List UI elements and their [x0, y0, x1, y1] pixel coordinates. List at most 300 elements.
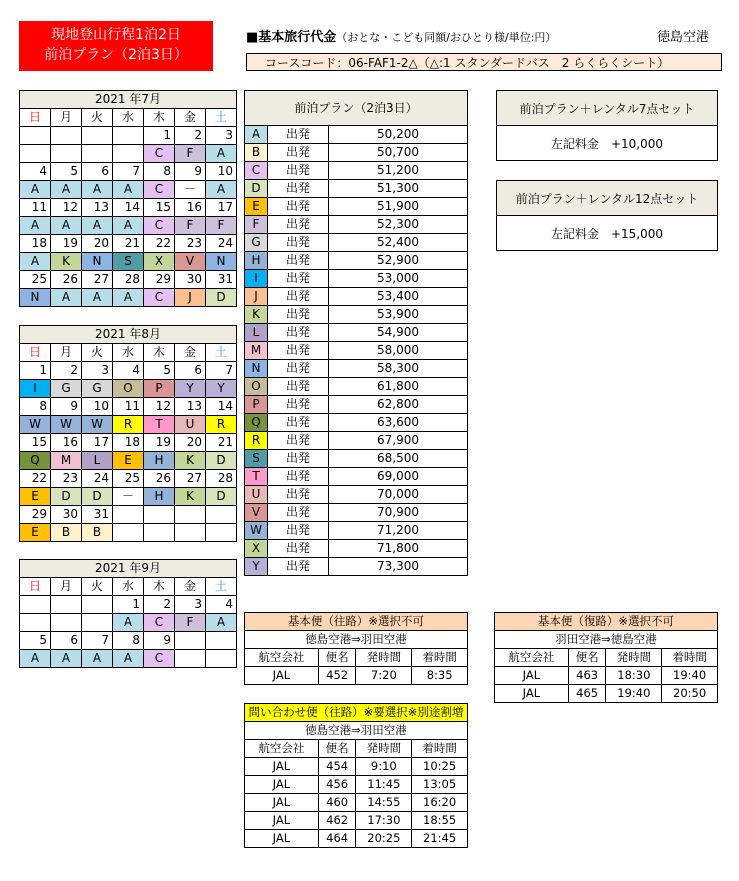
calendar-date: 5: [20, 632, 51, 650]
price-value: 70,000: [329, 486, 468, 504]
price-value: 68,500: [329, 450, 468, 468]
price-table-title: 前泊プラン（2泊3日）: [245, 91, 468, 126]
calendar-date: 21: [206, 434, 237, 452]
calendar-date-row: [20, 235, 237, 253]
price-header-sub: （おとな・こども同額/おひとり様/単位:円）: [336, 31, 557, 44]
calendar-price-code: Y: [206, 380, 237, 398]
price-code: P: [245, 396, 268, 414]
depart-label: 出発: [268, 144, 329, 162]
depart-label: 出発: [268, 522, 329, 540]
flight-row: [245, 794, 468, 812]
calendar-price-code: Q: [20, 452, 51, 470]
price-code: O: [245, 378, 268, 396]
calendar-price-code: B: [51, 524, 82, 542]
price-value: 53,000: [329, 270, 468, 288]
calendar-date: 2: [144, 596, 175, 614]
depart-label: 出発: [268, 504, 329, 522]
calendar-date: 8: [113, 632, 144, 650]
flight-cell: JAL: [245, 830, 319, 848]
price-value: 52,900: [329, 252, 468, 270]
calendar-price-code: W: [82, 416, 113, 434]
calendar-code-row: [20, 217, 237, 235]
flight-route: 羽田空港⇒徳島空港: [495, 631, 718, 649]
calendar-weekday-row: [20, 109, 237, 127]
calendar-month-row: [20, 326, 237, 344]
weekday-label: 土: [206, 109, 237, 127]
flight-row: [245, 830, 468, 848]
flight-row: [245, 667, 468, 685]
calendar-date: [20, 127, 51, 145]
flight-route-row: [245, 631, 468, 649]
price-code: F: [245, 216, 268, 234]
calendar-date: 3: [175, 596, 206, 614]
calendar-price-code: F: [175, 145, 206, 163]
flight-table-title: 基本便（往路）※選択不可: [245, 613, 468, 631]
rental-title: 前泊プラン＋レンタル7点セット: [497, 91, 718, 126]
calendar-date-row: [20, 632, 237, 650]
flight-cell: 460: [318, 794, 356, 812]
calendar-date: [51, 596, 82, 614]
price-code: W: [245, 522, 268, 540]
flight-cell: 456: [318, 776, 356, 794]
price-code: Q: [245, 414, 268, 432]
calendar-price-code: G: [51, 380, 82, 398]
weekday-label: 月: [51, 344, 82, 362]
price-value: 58,000: [329, 342, 468, 360]
calendar-date: 1: [113, 596, 144, 614]
calendar-price-code: D: [51, 488, 82, 506]
price-value: 62,800: [329, 396, 468, 414]
calendar-date: 27: [82, 271, 113, 289]
flight-cell: JAL: [245, 667, 319, 685]
calendar-date: [51, 127, 82, 145]
price-header-row: [245, 91, 468, 126]
calendar-date-row: [20, 127, 237, 145]
flight-title-row: [245, 613, 468, 631]
flight-cell: 19:40: [662, 667, 718, 685]
calendar-date: 4: [206, 596, 237, 614]
flight-cell: 454: [318, 758, 356, 776]
calendar-month-title: 2021 年9月: [20, 560, 237, 578]
calendar-date: 28: [206, 470, 237, 488]
flight-cell: 463: [568, 667, 606, 685]
flight-cell: 16:20: [412, 794, 468, 812]
depart-label: 出発: [268, 450, 329, 468]
flight-row: [495, 685, 718, 703]
flight-cell: 452: [318, 667, 356, 685]
flight-col-header: 発時間: [356, 649, 412, 667]
flight-cell: JAL: [245, 794, 319, 812]
calendar-price-code: L: [82, 452, 113, 470]
calendar-date-row: [20, 470, 237, 488]
flight-cell: 20:50: [662, 685, 718, 703]
calendar-price-code: [175, 650, 206, 668]
price-row: [245, 234, 468, 252]
price-code: B: [245, 144, 268, 162]
calendar-price-code: R: [113, 416, 144, 434]
flight-cell: 9:10: [356, 758, 412, 776]
calendar-price-code: M: [51, 452, 82, 470]
price-header: [246, 26, 556, 45]
calendar-price-code: A: [51, 650, 82, 668]
flight-cell: 19:40: [606, 685, 662, 703]
calendar-code-row: [20, 614, 237, 632]
flight-col-header: 発時間: [356, 740, 412, 758]
flight-cell: 8:35: [412, 667, 468, 685]
flight-row: [245, 776, 468, 794]
weekday-label: 水: [113, 109, 144, 127]
depart-label: 出発: [268, 468, 329, 486]
price-code: X: [245, 540, 268, 558]
calendar-price-code: A: [20, 217, 51, 235]
calendar-price-code: Y: [175, 380, 206, 398]
price-value: 50,700: [329, 144, 468, 162]
calendar-date: [113, 127, 144, 145]
calendar-date: 16: [51, 434, 82, 452]
price-code: T: [245, 468, 268, 486]
calendar-july: [19, 90, 237, 307]
calendar-weekday-row: [20, 578, 237, 596]
rental-price: 左記料金 +15,000: [497, 216, 718, 251]
price-code: N: [245, 360, 268, 378]
calendar-date: 13: [82, 199, 113, 217]
calendar-price-code: C: [144, 181, 175, 199]
depart-label: 出発: [268, 288, 329, 306]
price-row: [245, 270, 468, 288]
calendar-date: 8: [20, 398, 51, 416]
calendar-price-code: T: [144, 416, 175, 434]
flight-cell: 465: [568, 685, 606, 703]
depart-label: 出発: [268, 198, 329, 216]
weekday-label: 月: [51, 109, 82, 127]
calendar-price-code: A: [113, 217, 144, 235]
calendar-date: 11: [113, 398, 144, 416]
calendar-price-code: W: [20, 416, 51, 434]
price-value: 53,900: [329, 306, 468, 324]
calendar-date: 8: [144, 163, 175, 181]
calendar-price-code: C: [144, 145, 175, 163]
price-value: 54,900: [329, 324, 468, 342]
calendar-price-code: [206, 650, 237, 668]
calendar-date: 9: [175, 163, 206, 181]
calendar-date-row: [20, 163, 237, 181]
calendar-code-row: [20, 253, 237, 271]
flight-cell: 11:45: [356, 776, 412, 794]
calendar-price-code: J: [175, 289, 206, 307]
calendar-date: 29: [20, 506, 51, 524]
flight-col-header: 便名: [318, 740, 356, 758]
price-code: L: [245, 324, 268, 342]
depart-label: 出発: [268, 378, 329, 396]
price-value: 71,200: [329, 522, 468, 540]
price-row: [245, 396, 468, 414]
flight-route: 徳島空港⇒羽田空港: [245, 631, 468, 649]
price-value: 51,900: [329, 198, 468, 216]
calendar-date: 21: [113, 235, 144, 253]
calendar-date: 15: [144, 199, 175, 217]
calendar-price-code: F: [175, 217, 206, 235]
calendar-price-code: E: [20, 524, 51, 542]
price-code: E: [245, 198, 268, 216]
airport-label: 徳島空港: [657, 30, 710, 45]
title-line-2: 前泊プラン（2泊3日）: [44, 47, 188, 63]
calendar-price-code: [51, 614, 82, 632]
calendar-date: 9: [51, 398, 82, 416]
price-row: [245, 540, 468, 558]
depart-label: 出発: [268, 270, 329, 288]
calendar-august: [19, 325, 237, 542]
weekday-label: 日: [20, 578, 51, 596]
price-value: 51,200: [329, 162, 468, 180]
flight-cell: 20:25: [356, 830, 412, 848]
calendar-date: 10: [82, 398, 113, 416]
calendar-month-row: [20, 91, 237, 109]
calendar-date: [82, 596, 113, 614]
depart-label: 出発: [268, 432, 329, 450]
calendar-date: 1: [144, 127, 175, 145]
calendar-price-code: I: [20, 380, 51, 398]
calendar-date: [206, 632, 237, 650]
calendar-date: 25: [113, 470, 144, 488]
flight-route-row: [245, 722, 468, 740]
calendar-date: 7: [206, 362, 237, 380]
calendar-date: 5: [144, 362, 175, 380]
flight-col-header: 航空会社: [495, 649, 569, 667]
depart-label: 出発: [268, 216, 329, 234]
price-code: V: [245, 504, 268, 522]
calendar-price-code: K: [51, 253, 82, 271]
calendar-date: 31: [82, 506, 113, 524]
calendar-price-code: F: [175, 614, 206, 632]
weekday-label: 日: [20, 109, 51, 127]
flight-cell: 14:55: [356, 794, 412, 812]
price-value: 63,600: [329, 414, 468, 432]
weekday-label: 木: [144, 578, 175, 596]
calendar-september: [19, 559, 237, 668]
price-row: [245, 378, 468, 396]
depart-label: 出発: [268, 414, 329, 432]
flight-route: 徳島空港⇒羽田空港: [245, 722, 468, 740]
calendar-date: 15: [20, 434, 51, 452]
flight-col-header: 着時間: [412, 649, 468, 667]
calendar-date: 6: [175, 362, 206, 380]
flight-cell: JAL: [495, 685, 569, 703]
price-code: A: [245, 126, 268, 144]
flight-cell: JAL: [245, 776, 319, 794]
title-line-1: 現地登山行程1泊2日: [51, 27, 181, 43]
depart-label: 出発: [268, 126, 329, 144]
calendar-date: [175, 632, 206, 650]
calendar-date: 20: [175, 434, 206, 452]
calendar-date-row: [20, 596, 237, 614]
calendar-price-code: A: [113, 181, 144, 199]
weekday-label: 火: [82, 109, 113, 127]
price-code: R: [245, 432, 268, 450]
calendar-price-code: N: [82, 253, 113, 271]
calendar-date: 23: [175, 235, 206, 253]
calendar-date: 25: [20, 271, 51, 289]
flight-cell: 464: [318, 830, 356, 848]
calendar-price-code: [82, 145, 113, 163]
price-row: [245, 432, 468, 450]
calendar-price-code: C: [144, 650, 175, 668]
calendar-price-code: B: [82, 524, 113, 542]
calendar-price-code: [20, 614, 51, 632]
rental-title: 前泊プラン＋レンタル12点セット: [497, 181, 718, 216]
calendar-price-code: X: [144, 253, 175, 271]
calendar-price-code: G: [82, 380, 113, 398]
flight-col-header: 航空会社: [245, 649, 319, 667]
flight-title-row: [245, 704, 468, 722]
calendar-date: 6: [51, 632, 82, 650]
price-row: [245, 342, 468, 360]
calendar-date: 14: [113, 199, 144, 217]
calendar-price-code: C: [144, 217, 175, 235]
calendar-code-row: [20, 452, 237, 470]
weekday-label: 土: [206, 344, 237, 362]
calendar-price-code: －: [113, 488, 144, 506]
price-value: 70,900: [329, 504, 468, 522]
calendar-date: 3: [206, 127, 237, 145]
calendar-price-code: K: [175, 452, 206, 470]
rental-body-row: [497, 126, 718, 161]
flight-col-header-row: [495, 649, 718, 667]
depart-label: 出発: [268, 234, 329, 252]
calendar-date: [82, 127, 113, 145]
flight-col-header: 便名: [568, 649, 606, 667]
calendar-price-code: A: [20, 181, 51, 199]
calendar-price-code: A: [113, 614, 144, 632]
calendar-date-row: [20, 199, 237, 217]
price-header-main: ■基本旅行代金: [246, 30, 337, 45]
calendar-price-code: －: [175, 181, 206, 199]
rental-body-row: [497, 216, 718, 251]
weekday-label: 火: [82, 578, 113, 596]
calendar-price-code: A: [206, 145, 237, 163]
calendar-date: 10: [206, 163, 237, 181]
price-row: [245, 504, 468, 522]
rental-title-row: [497, 91, 718, 126]
calendar-date: 19: [144, 434, 175, 452]
flight-table-title: 問い合わせ便（往路）※要選択※別途割増: [245, 704, 468, 722]
calendar-date: 24: [206, 235, 237, 253]
flight-title-row: [495, 613, 718, 631]
flight-table-title: 基本便（復路）※選択不可: [495, 613, 718, 631]
flight-cell: 21:45: [412, 830, 468, 848]
price-code: U: [245, 486, 268, 504]
flight-row: [245, 812, 468, 830]
calendar-date: 16: [175, 199, 206, 217]
price-row: [245, 522, 468, 540]
rental-price: 左記料金 +10,000: [497, 126, 718, 161]
depart-label: 出発: [268, 558, 329, 576]
price-row: [245, 162, 468, 180]
calendar-price-code: H: [144, 452, 175, 470]
calendar-date: 22: [144, 235, 175, 253]
calendar-price-code: E: [113, 452, 144, 470]
calendar-date: 12: [51, 199, 82, 217]
depart-label: 出発: [268, 396, 329, 414]
price-row: [245, 126, 468, 144]
calendar-price-code: [20, 145, 51, 163]
calendar-date: 11: [20, 199, 51, 217]
calendar-date: 26: [144, 470, 175, 488]
calendar-price-code: A: [51, 181, 82, 199]
calendar-date: 2: [175, 127, 206, 145]
flight-cell: JAL: [245, 758, 319, 776]
calendar-price-code: D: [82, 488, 113, 506]
calendar-date: [144, 506, 175, 524]
flight-cell: 18:30: [606, 667, 662, 685]
price-value: 52,300: [329, 216, 468, 234]
price-table: [244, 90, 468, 576]
calendar-price-code: P: [144, 380, 175, 398]
price-code: Y: [245, 558, 268, 576]
calendar-month-title: 2021 年7月: [20, 91, 237, 109]
calendar-date: 29: [144, 271, 175, 289]
calendar-date: 14: [206, 398, 237, 416]
calendar-date: 3: [82, 362, 113, 380]
calendar-date-row: [20, 506, 237, 524]
inquiry-flight-table: [244, 703, 468, 848]
price-code: S: [245, 450, 268, 468]
rental-12-set-box: [496, 180, 718, 251]
calendar-price-code: S: [113, 253, 144, 271]
calendar-date: [20, 596, 51, 614]
calendar-date: 22: [20, 470, 51, 488]
weekday-label: 水: [113, 344, 144, 362]
price-code: I: [245, 270, 268, 288]
calendar-date: 6: [82, 163, 113, 181]
weekday-label: 火: [82, 344, 113, 362]
weekday-label: 金: [175, 344, 206, 362]
depart-label: 出発: [268, 486, 329, 504]
calendar-date: 30: [175, 271, 206, 289]
flight-col-header-row: [245, 649, 468, 667]
calendar-price-code: D: [206, 452, 237, 470]
flight-cell: 17:30: [356, 812, 412, 830]
price-code: J: [245, 288, 268, 306]
calendar-price-code: U: [175, 416, 206, 434]
calendar-price-code: [206, 524, 237, 542]
calendar-date-row: [20, 398, 237, 416]
flight-cell: 13:05: [412, 776, 468, 794]
depart-label: 出発: [268, 252, 329, 270]
flight-row: [245, 758, 468, 776]
calendar-date: 12: [144, 398, 175, 416]
price-row: [245, 144, 468, 162]
calendar-price-code: V: [175, 253, 206, 271]
calendar-code-row: [20, 145, 237, 163]
calendar-price-code: F: [206, 217, 237, 235]
calendar-date: 19: [51, 235, 82, 253]
calendar-price-code: [82, 614, 113, 632]
calendar-price-code: D: [206, 488, 237, 506]
calendar-date: 7: [82, 632, 113, 650]
weekday-label: 金: [175, 109, 206, 127]
price-row: [245, 252, 468, 270]
price-value: 52,400: [329, 234, 468, 252]
calendar-price-code: A: [82, 650, 113, 668]
weekday-label: 木: [144, 344, 175, 362]
calendar-date: 18: [20, 235, 51, 253]
calendar-date: 23: [51, 470, 82, 488]
flight-col-header-row: [245, 740, 468, 758]
flight-cell: JAL: [245, 812, 319, 830]
calendar-price-code: [113, 145, 144, 163]
calendar-date: 26: [51, 271, 82, 289]
calendar-date: 9: [144, 632, 175, 650]
